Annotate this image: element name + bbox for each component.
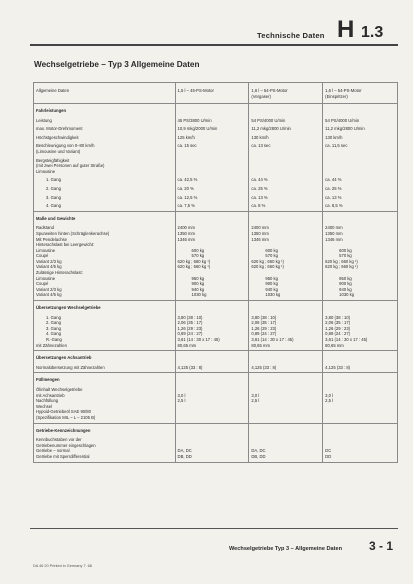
section-masse: [34, 211, 398, 300]
fuellmengen-values-c: 3,0 l 2,5 l: [323, 373, 398, 423]
section-heading: Maße und Gewichte: [36, 215, 76, 221]
page-header: [0, 0, 413, 60]
uebersetzungen-values-b: 3,80 (38 : 10) 2,06 (35 : 17) 1,26 (29 : 23) 0,89 (24 : 27) 3,61 (14 : 30 x 17 : 45) 80,65 mm: [249, 301, 323, 351]
fuellmengen-values-a: 3,0 l 2,5 l: [175, 373, 249, 423]
achsantrieb-values-c: 4,125 (33 : 8): [323, 351, 398, 373]
kennzeichnungen-labels: Getriebe-Kennzeichnungen Kennbuchstaben vor der Getriebenummer eingeschlagen Getriebe – normal Getriebe mit Sperrdifferential: [34, 423, 176, 462]
fahrleistungen-values-c: 54 PS/4000 U/min 11,2 mkg/2800 U/min 130 km/h ca. 11,5 sec ca. 44 % ca. 25 % ca. 13 % ca. 8,5 %: [323, 104, 398, 212]
section-heading: Füllmengen: [36, 377, 60, 383]
fuellmengen-values-b: 3,0 l 2,5 l: [249, 373, 323, 423]
kennzeichnungen-values-b: DA, DC DB, DD: [249, 423, 323, 462]
achsantrieb-values-b: 4,125 (33 : 8): [249, 351, 323, 373]
section-letter: H: [337, 16, 355, 43]
header-rule: [30, 44, 398, 46]
masse-labels: Maße und Gewichte Radstand Spurweiten hinten (Schräglenkerachse) Mit Pendelachse Hinterachslast bei Leergewicht: Limousine Coupé Variant 2/3 kg Variant 4/5 kg Zulässige Hinterachslast: Limousine Coupé Variant 2/3 kg Variant 4/5 kg: [34, 211, 176, 300]
section-heading: Fahrleistungen: [36, 108, 67, 113]
achsantrieb-values-a: 4,125 (33 : 8): [175, 351, 249, 373]
masse-values-a: 2400 mm 1350 mm 1346 mm 600 kg 570 kg 620 kg ; 660 kg ¹) 620 kg ; 660 kg ¹) 950 kg 900 kg 940 kg 1030 kg: [175, 211, 249, 300]
footer-title: Wechselgetriebe Typ 3 – Allgemeine Daten: [229, 546, 343, 552]
col-header-label: Allgemeine Daten: [34, 83, 176, 104]
masse-values-b: 2400 mm 1350 mm 1346 mm 600 kg 570 kg 620 kg ; 660 kg ¹) 620 kg ; 660 kg ¹) 950 kg 900 kg 940 kg 1030 kg: [249, 211, 323, 300]
document-title: Wechselgetriebe – Typ 3 Allgemeine Daten: [34, 60, 200, 69]
page-number: 3 - 1: [369, 539, 394, 553]
section-fahrleistungen: [34, 104, 398, 212]
section-title: Technische Daten: [257, 31, 325, 40]
section-code: [337, 18, 383, 45]
spec-table: [33, 82, 398, 463]
section-achsantrieb: [34, 351, 398, 373]
section-heading: Getriebe-Kennzeichnungen: [36, 427, 91, 433]
uebersetzungen-labels: Übersetzungen Wechselgetriebe 1. Gang 2. Gang 3. Gang 4. Gang R.-Gang mit Zähnezahlen: [34, 301, 176, 351]
section-kennzeichnungen: [34, 423, 398, 462]
print-info: DA 46 20 Printed in Germany 7. 68: [33, 564, 92, 568]
section-heading: Übersetzungen Wechselgetriebe: [36, 305, 101, 311]
col-header-b: 1,6 l – 54-PS-Motor (Vergaser): [249, 83, 323, 104]
uebersetzungen-values-c: 3,80 (38 : 10) 2,06 (35 : 17) 1,26 (29 : 23) 0,89 (24 : 27) 3,61 (14 : 30 x 17 : 45) 80,65 mm: [323, 301, 398, 351]
fahrleistungen-values-b: 54 PS/4000 U/min 11,2 mkg/2800 U/min 130 km/h ca. 13 sec ca. 44 % ca. 25 % ca. 13 % ca. 8 %: [249, 104, 323, 212]
column-header-row: [34, 83, 398, 104]
section-heading: Übersetzungen Achsantrieb: [36, 355, 92, 361]
col-header-a: 1,5 l – 45-PS-Motor: [175, 83, 249, 104]
fahrleistungen-values-a: 45 PS/3800 U/min 10,9 mkg/2000 U/min 125 km/h ca. 15 sec ca. 42,5 % ca. 20 % ca. 12,5 % ca. 7,5 %: [175, 104, 249, 212]
footer-rule: [30, 528, 398, 529]
fahrleistungen-labels: Fahrleistungen Leistung max. Motor-Drehmoment Höchstgeschwindigkeit Beschleunigung von 0–80 km/h (Limousine und Variant) Bergsteigfähigkeit (mit zwei Personen auf guter Straße) Limousine 1. Gang 2. Gang 3. Gang 4. Gang: [34, 104, 176, 212]
achsantrieb-labels: Übersetzungen Achsantrieb Normalübersetzung mit Zähnezahlen: [34, 351, 176, 373]
fuellmengen-labels: Füllmengen Ölinhalt Wechselgetriebe mit Achsantrieb Nachfüllung Wechsel Hypoid-Getriebeöl SAE 90/80 (Spezifikation MIL – L – 2105 B): [34, 373, 176, 423]
section-uebersetzungen: [34, 301, 398, 351]
kennzeichnungen-values-a: DA, DC DB, DD: [175, 423, 249, 462]
uebersetzungen-values-a: 3,80 (38 : 10) 2,06 (35 : 17) 1,26 (29 : 23) 0,89 (24 : 27) 3,61 (14 : 30 x 17 : 45) 80,65 mm: [175, 301, 249, 351]
col-header-c: 1,6 l – 54-PS-Motor (Einspritzer): [323, 83, 398, 104]
masse-values-c: 2400 mm 1350 mm 1346 mm 600 kg 570 kg 620 kg ; 660 kg ¹) 620 kg ; 660 kg ¹) 950 kg 900 kg 940 kg 1030 kg: [323, 211, 398, 300]
section-fuellmengen: [34, 373, 398, 423]
kennzeichnungen-values-c: DC DD: [323, 423, 398, 462]
section-number: 1.3: [361, 24, 384, 41]
